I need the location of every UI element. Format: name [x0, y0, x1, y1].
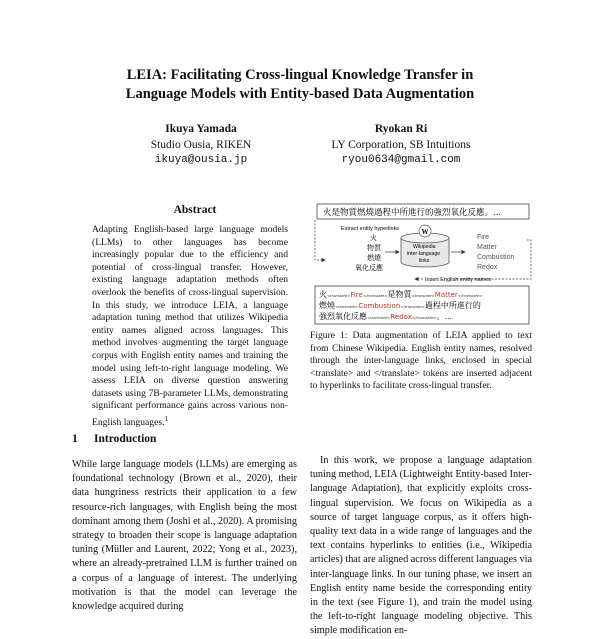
- extract-label: Extract entity hyperlinks: [341, 226, 400, 232]
- figure-caption: Figure 1: Data augmentation of LEIA applied to text from Chinese Wikipedia. English entity names, resolved through the inter-language links, enclosed in special <translate> and </translate> tokens are inserted adjacent to hyperlinks to facilitate cross-lingual transfer.: [310, 330, 532, 392]
- author-block-1: [91, 122, 311, 169]
- en-entity: Fire: [477, 234, 490, 241]
- zh-entity: 火: [370, 234, 377, 242]
- insert-label: Insert English entity names: [425, 277, 492, 283]
- right-column-paragraph: [310, 454, 532, 639]
- paper-title: [40, 66, 560, 104]
- author-email[interactable]: ikuya@ousia.jp: [154, 154, 248, 166]
- en-entity: Redox: [477, 264, 498, 271]
- abstract-text: Adapting English-based large language models (LLMs) to other languages has become increasingly popular due to the efficiency and potential of cross-lingual transfer. However, existing language adaptation methods often overlook the benefits of cross-lingual supervision. In this study, we introduce LEIA, a language adaptation tuning method that utilizes Wikipedia entity names aligned across languages. This method involves augmenting the target language corpus with English entity names and training the model using left-to-right language modeling. We assess LEIA on diverse question answering datasets using 7B-parameter LLMs, demonstrating significant performance gains across various non-English languages.: [92, 224, 288, 429]
- author-affiliation: LY Corporation, SB Intuitions: [331, 138, 471, 151]
- title-line-2: Language Models with Entity-based Data Augmentation: [125, 86, 475, 102]
- output-line-2: 燃燒<translate>Combustion</translate>過程中所進行的: [319, 301, 481, 310]
- output-line-1: 火<translate>Fire</translate>是物質<translate>Matter</translate>: [319, 290, 483, 299]
- zh-entity: 物質: [367, 244, 381, 252]
- wiki-label: links: [419, 258, 430, 264]
- wiki-label: Wikipedia: [413, 244, 436, 250]
- intro-text: While large language models (LLMs) are emerging as foundational technology (Brown et al., 2020), their data hungriness restricts their application to a few resource-rich languages, with English being the most dominant among them (Joshi et al., 2020). A promising strategy to broaden their scope is language adaptation tuning (Müller and Laurent, 2022; Yong et al., 2023), where an already-pretrained LLM is further trained on a corpus of a language of interest. The underlying motivation is that the model can leverage the knowledge acquired during: [72, 459, 297, 613]
- abstract-heading: Abstract: [173, 204, 217, 216]
- title-line-1: LEIA: Facilitating Cross-lingual Knowledge Transfer in: [126, 67, 474, 83]
- author-name: Ryokan Ri: [374, 123, 428, 135]
- en-entity: Matter: [477, 244, 497, 251]
- svg-text:W: W: [421, 228, 429, 236]
- output-line-3: 強烈氧化反應<translate>Redox</translate>。...: [319, 312, 453, 321]
- intro-paragraph: [72, 458, 297, 614]
- footnote-mark[interactable]: 1: [164, 414, 168, 423]
- abstract-body: [92, 224, 288, 430]
- figure-1: [305, 200, 537, 326]
- section-heading: [72, 433, 156, 445]
- zh-entity: 氧化反應: [355, 264, 383, 272]
- section-title: Introduction: [94, 433, 157, 445]
- wiki-label: inter-language: [407, 251, 441, 257]
- author-block-2: [291, 122, 511, 169]
- author-email[interactable]: ryou0634@gmail.com: [341, 154, 461, 166]
- zh-entity: 燃燒: [367, 254, 381, 262]
- en-entity: Combustion: [477, 254, 515, 261]
- right-column-text: In this work, we propose a language adaptation tuning method, LEIA (Lightweight Entity-based Inter-language Adaptation), that explicitly exploits cross-lingual supervision. We focus on Wikipedia as a source of target language corpus, as it offers high-quality text data in a wide range of languages and the text contains hyperlinks to entities (i.e., Wikipedia articles) that are aligned across different languages via inter-language links. In our tuning phase, we insert an English entity name beside the corresponding entity in the text (see Figure 1), and train the model using the left-to-right language modeling objective. This simple modification en-: [310, 455, 532, 637]
- author-name: Ikuya Yamada: [165, 123, 237, 135]
- input-sentence: 火是物質燃燒過程中所進行的強烈氧化反應。...: [323, 208, 502, 218]
- figure-diagram: [305, 200, 537, 326]
- extract-arrow: [315, 220, 325, 260]
- section-number: 1: [72, 433, 78, 445]
- author-affiliation: Studio Ousia, RIKEN: [150, 138, 252, 151]
